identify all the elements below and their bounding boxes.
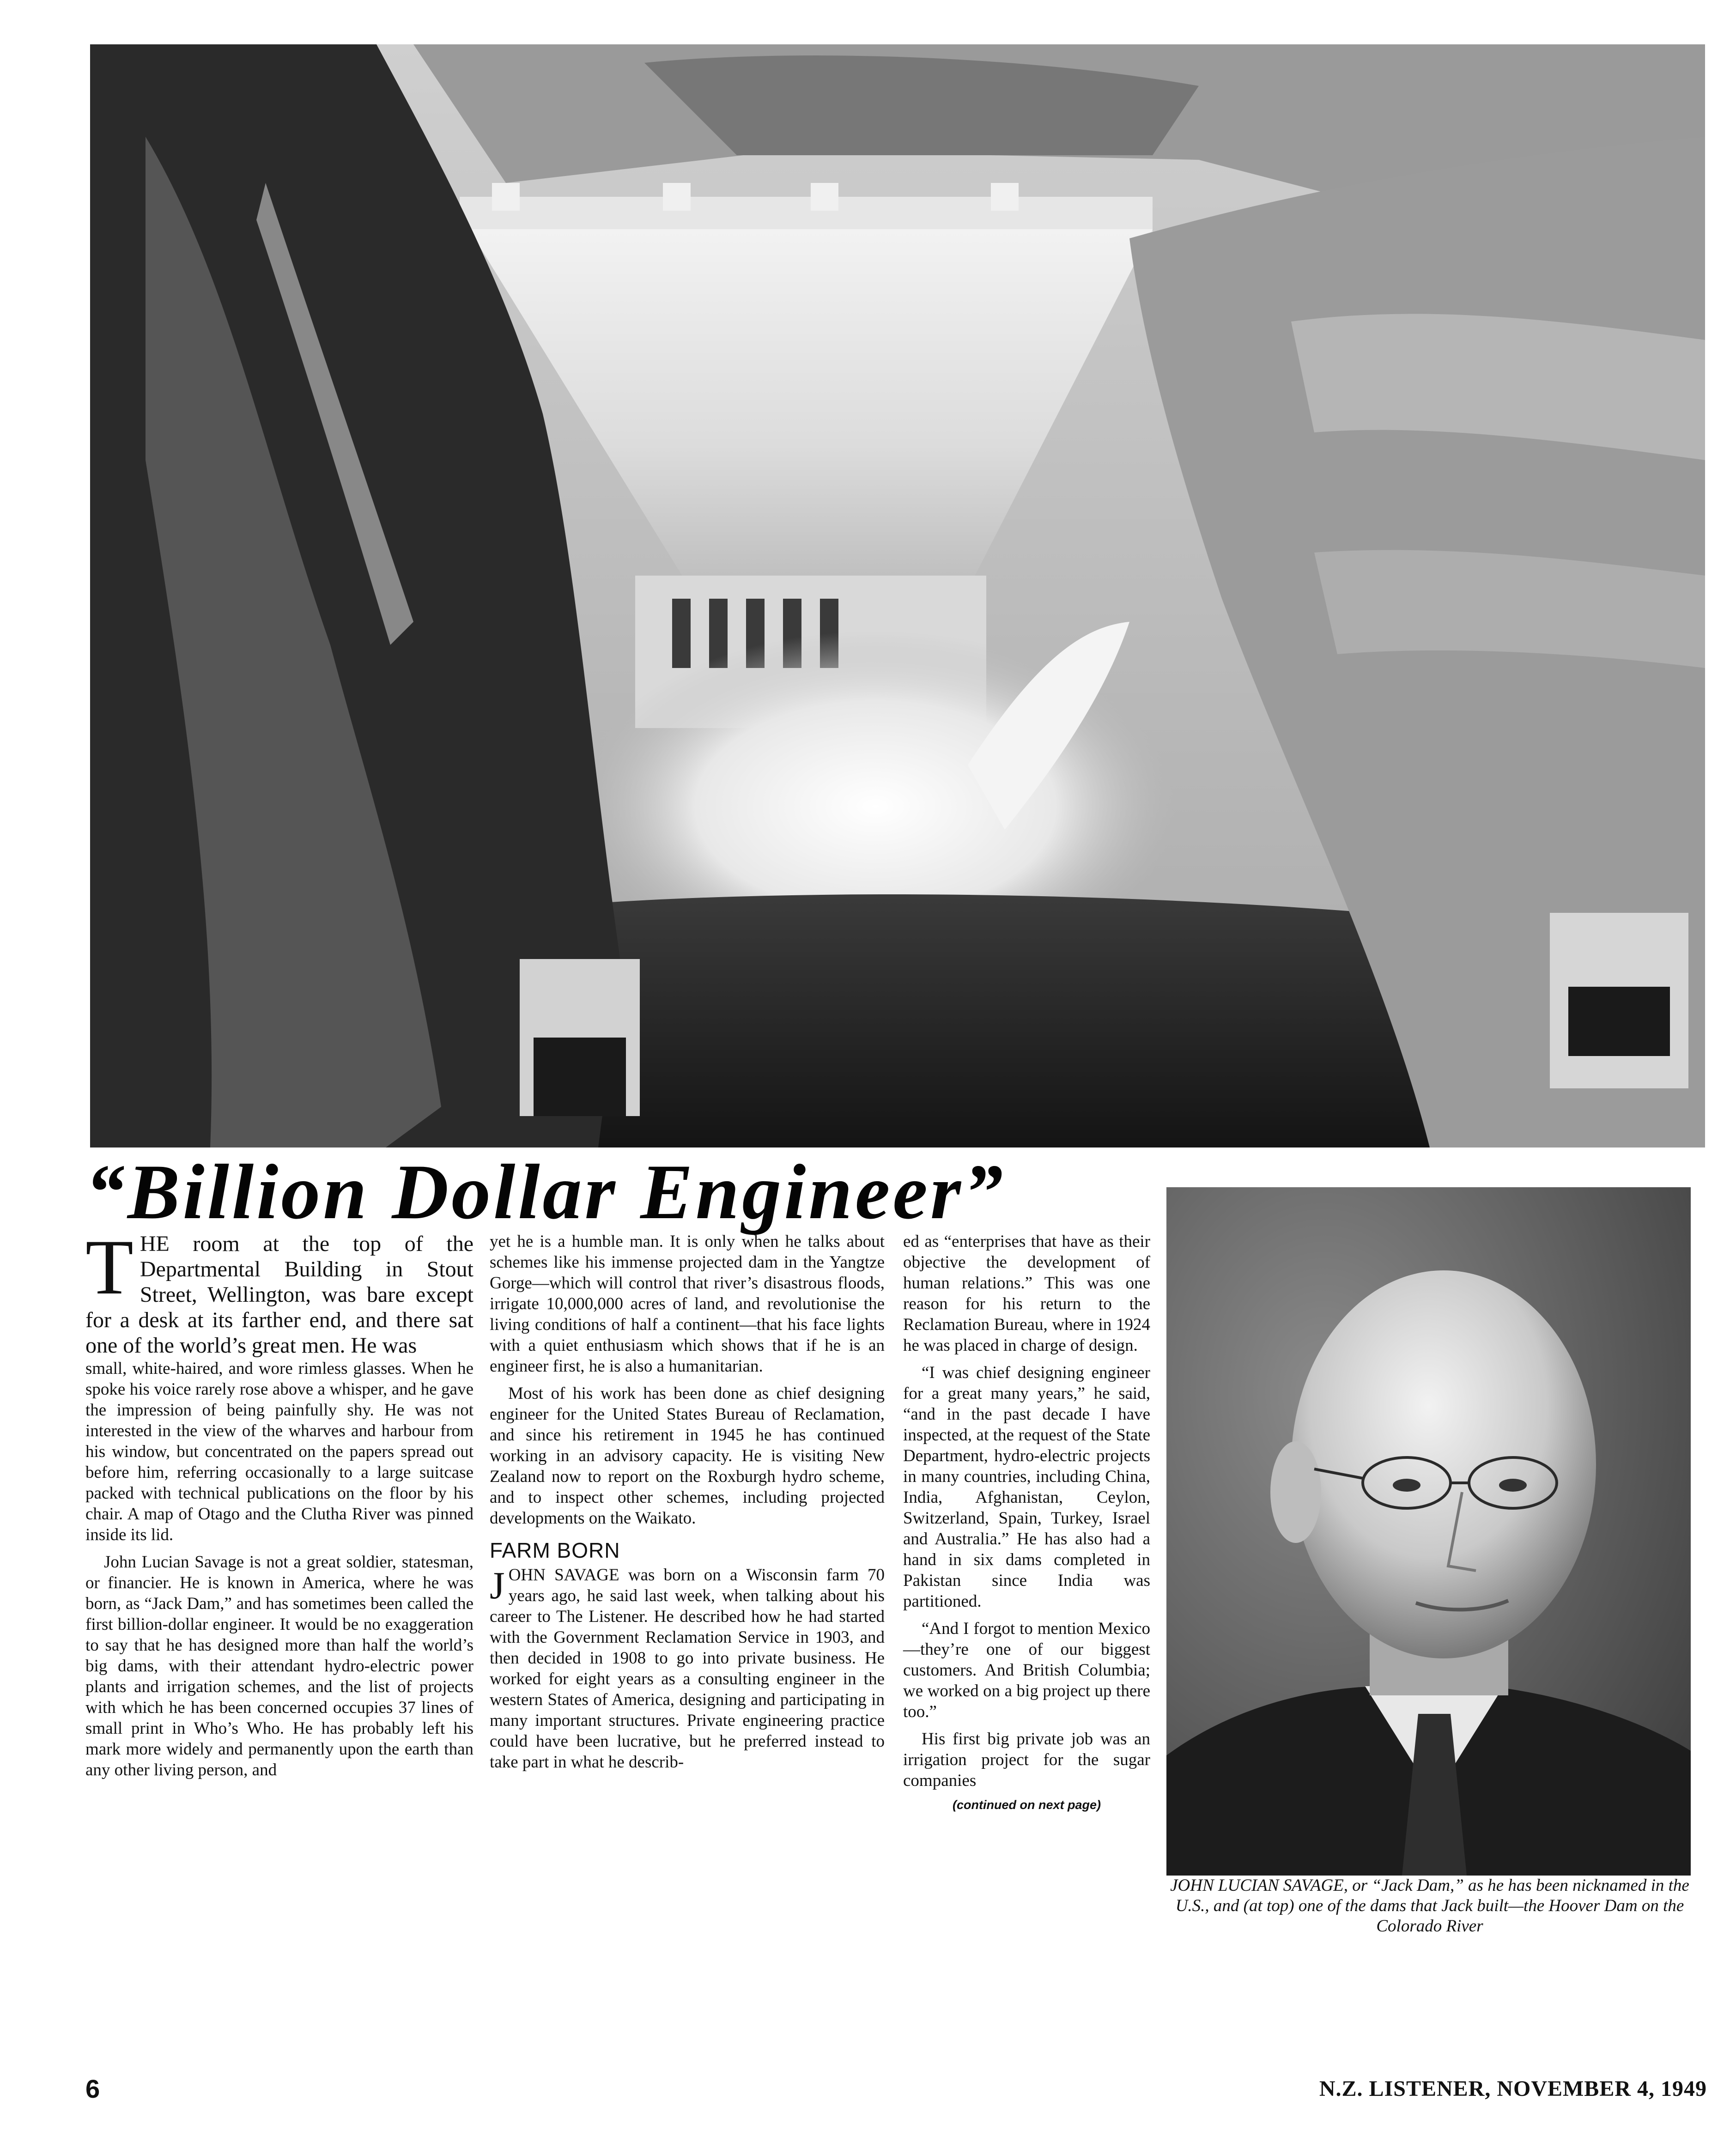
paragraph: John Lucian Savage is not a great soldier, statesman, or financier. He is known in America, where he was born, as “Jack Dam,” and has sometimes been called the first billion-dollar engineer. It would be no exaggeration to say that he has designed more than half the world’s big dams, with their attendant hydro-electric power plants and irrigation schemes, and the list of projects with which he has been concerned occupies 37 lines of small print in Who’s Who. He has probably left his mark more widely and permanently upon the earth than any other living person, and (85, 1553, 473, 1779)
article-column-3 (903, 1231, 1150, 1812)
paragraph: “And I forgot to mention Mexico—they’re one of our biggest customers. And British Columbia; we worked on a big project up there too.” (903, 1619, 1150, 1721)
footer-publication-date: N.Z. LISTENER, NOVEMBER 4, 1949 (1319, 2076, 1707, 2101)
paragraph: Most of his work has been done as chief designing engineer for the United States Bureau of Reclamation, and since his retirement in 1945 he has continued working in an advisory capacity. He is visiting New Zealand now to report on the Roxburgh hydro scheme, and to inspect other schemes, including projected developments on the Waikato. (490, 1384, 885, 1528)
paragraph: “I was chief designing engineer for a great many years,” he said, “and in the past decade I have inspected, at the request of the State Department, hydro-electric projects in many countries, including China, India, Afghanistan, Ceylon, Switzerland, Spain, Turkey, Israel and Australia.” He has also had a hand in six dams completed in Pakistan since India was partitioned. (903, 1363, 1150, 1611)
photo-caption: JOHN LUCIAN SAVAGE, or “Jack Dam,” as he has been nicknamed in the U.S., and (at top) one of the dams that Jack built—the Hoover Dam on the Colorado River (1170, 1876, 1689, 1936)
continued-note: (continued on next page) (953, 1798, 1101, 1812)
paragraph: ed as “enterprises that have as their objective the development of human relations.” This was one reason for his return to the Reclamation Bureau, where in 1924 he was placed in charge of design. (903, 1232, 1150, 1355)
article-column-2 (490, 1231, 885, 1779)
section-subhead: FARM BORN (490, 1538, 620, 1562)
paragraph: yet he is a humble man. It is only when he talks about schemes like his immense projected dam in the Yangtze Gorge—which will control that river’s disastrous floods, irrigate 10,000,000 acres of land, and revolutionise the living conditions of half a continent—that his face lights with a quiet enthusiasm which shows that if he is an engineer first, he is also a humanitarian. (490, 1232, 885, 1376)
page-number: 6 (85, 2074, 100, 2103)
lead-text: HE room at the top of the Departmental Building in Stout Street, Wellington, was bare except for a desk at its farther end, and there sat one of the world’s great men. He was (85, 1232, 473, 1358)
lead-paragraph (85, 1224, 473, 1358)
hoover-dam-photo (90, 44, 1705, 1147)
portrait-photo (1166, 1187, 1691, 1876)
paragraph-text: OHN SAVAGE was born on a Wisconsin farm 70 years ago, he said last week, when talking about his career to The Listener. He described how he had started with the Government Reclamation Service in 1903, and then decided in 1908 to go into private business. He worked for eight years as a consulting engineer in the western States of America, designing and participating in many important structures. Private engineering practice could have been lucrative, but he preferred instead to take part in what he describ- (490, 1566, 885, 1772)
article-column-1 (85, 1224, 473, 1787)
drop-cap: J (490, 1564, 505, 1607)
paragraph: His first big private job was an irrigation project for the sugar companies (903, 1730, 1150, 1790)
drop-cap: T (85, 1224, 134, 1311)
hoover-dam-illustration (90, 44, 1705, 1147)
paragraph: small, white-haired, and wore rimless glasses. When he spoke his voice rarely rose above a whisper, and he gave the impression of being painfully shy. He was not interested in the view of the wharves and harbour from his window, but concentrated on the papers spread out before him, referring occasionally to a large suitcase packed with technical publications on the floor by his chair. A map of Otago and the Clutha River was pinned inside its lid. (85, 1359, 473, 1544)
portrait-illustration (1166, 1187, 1691, 1876)
paragraph (490, 1565, 885, 1773)
headline: “Billion Dollar Engineer” (85, 1148, 1006, 1235)
